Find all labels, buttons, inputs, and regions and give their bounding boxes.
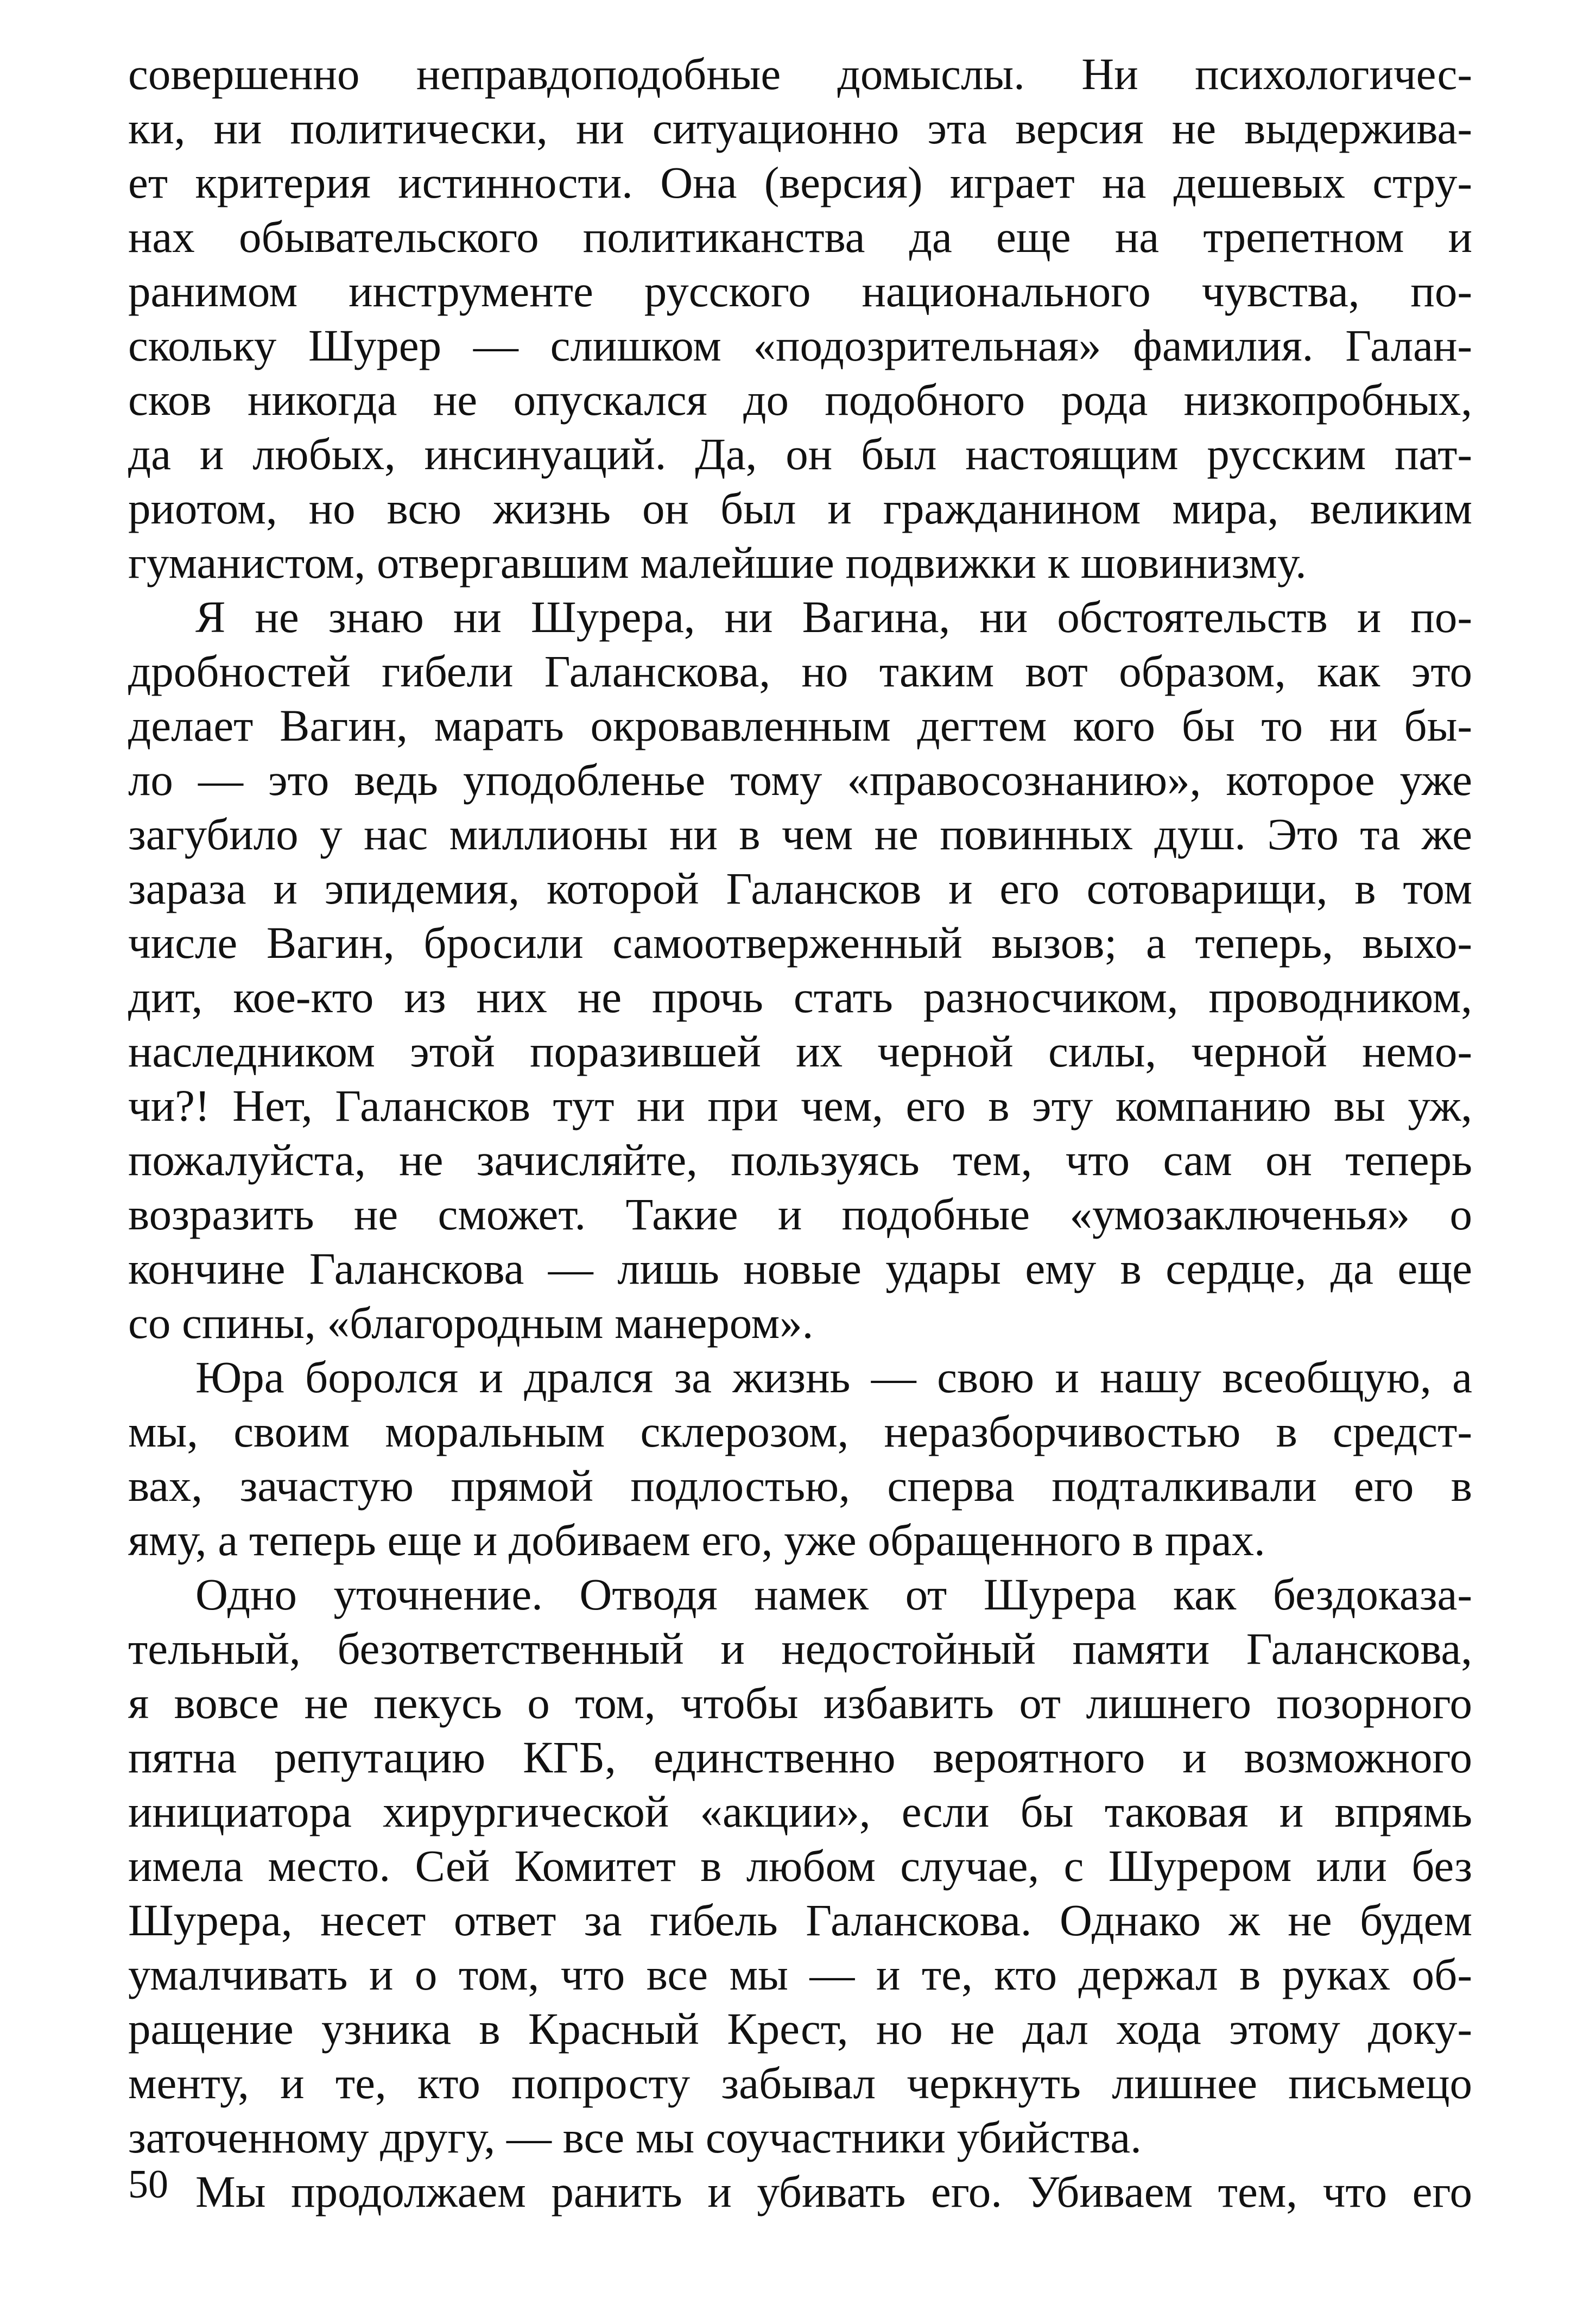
text-line: наследником этой поразившей их черной силы, черной немо- bbox=[128, 1026, 1472, 1076]
text-line: заточенному другу, — все мы соучастники убийства. bbox=[128, 2112, 1142, 2162]
paragraph-first-line: Юра боролся и дрался за жизнь — свою и нашу всеобщую, а bbox=[195, 1352, 1472, 1402]
text-line: я вовсе не пекусь о том, чтобы избавить от лишнего позорного bbox=[128, 1678, 1472, 1728]
text-line: кончине Галанскова — лишь новые удары ему в сердце, да еще bbox=[128, 1243, 1472, 1293]
text-line: числе Вагин, бросили самоотверженный вызов; а теперь, выхо- bbox=[128, 918, 1472, 968]
text-line: со спины, «благородным манером». bbox=[128, 1298, 814, 1348]
body-text bbox=[128, 47, 1472, 2219]
text-line: ранимом инструменте русского национального чувства, по- bbox=[128, 266, 1472, 316]
text-line: скольку Шурер — слишком «подозрительная» фамилия. Галан- bbox=[128, 320, 1472, 370]
text-line: ет критерия истинности. Она (версия) играет на дешевых стру- bbox=[128, 157, 1472, 207]
text-line: ращение узника в Красный Крест, но не дал хода этому доку- bbox=[128, 2004, 1472, 2054]
text-line: ло — это ведь уподобленье тому «правосознанию», которое уже bbox=[128, 755, 1472, 805]
text-line: вах, зачастую прямой подлостью, сперва подталкивали его в bbox=[128, 1461, 1472, 1511]
text-line: загубило у нас миллионы ни в чем не повинных душ. Это та же bbox=[128, 809, 1472, 859]
text-line: зараза и эпидемия, которой Галансков и его сотоварищи, в том bbox=[128, 863, 1472, 913]
text-line: ки, ни политически, ни ситуационно эта версия не выдержива- bbox=[128, 103, 1472, 153]
text-line: имела место. Сей Комитет в любом случае, с Шурером или без bbox=[128, 1841, 1472, 1891]
text-line: чи?! Нет, Галансков тут ни при чем, его в эту компанию вы уж, bbox=[128, 1081, 1472, 1131]
paragraph-first-line: Я не знаю ни Шурера, ни Вагина, ни обстоятельств и по- bbox=[195, 592, 1472, 642]
text-line: менту, и те, кто попросту забывал черкнуть лишнее письмецо bbox=[128, 2058, 1472, 2108]
text-line: тельный, безответственный и недостойный памяти Галанскова, bbox=[128, 1624, 1472, 1674]
text-line: нах обывательского политиканства да еще на трепетном и bbox=[128, 212, 1472, 262]
text-line: возразить не сможет. Такие и подобные «умозаключенья» о bbox=[128, 1189, 1472, 1239]
text-line: да и любых, инсинуаций. Да, он был настоящим русским пат- bbox=[128, 429, 1472, 479]
page-number: 50 bbox=[128, 2162, 168, 2207]
text-line: умалчивать и о том, что все мы — и те, кто держал в руках об- bbox=[128, 1949, 1472, 1999]
paragraph-first-line: Одно уточнение. Отводя намек от Шурера как бездоказа- bbox=[195, 1569, 1472, 1619]
text-line: яму, а теперь еще и добиваем его, уже обращенного в прах. bbox=[128, 1515, 1265, 1565]
text-line: мы, своим моральным склерозом, неразборчивостью в средст- bbox=[128, 1406, 1472, 1456]
text-line: делает Вагин, марать окровавленным дегтем кого бы то ни бы- bbox=[128, 700, 1472, 750]
text-line: Шурера, несет ответ за гибель Галанскова. Однако ж не будем bbox=[128, 1895, 1472, 1945]
text-line: дит, кое-кто из них не прочь стать разносчиком, проводником, bbox=[128, 972, 1472, 1022]
paragraph-first-line: Мы продолжаем ранить и убивать его. Убиваем тем, что его bbox=[195, 2167, 1472, 2217]
text-line: пятна репутацию КГБ, единственно вероятного и возможного bbox=[128, 1732, 1472, 1782]
text-line: пожалуйста, не зачисляйте, пользуясь тем, что сам он теперь bbox=[128, 1135, 1472, 1185]
text-line: инициатора хирургической «акции», если бы таковая и впрямь bbox=[128, 1786, 1472, 1836]
text-line: сков никогда не опускался до подобного рода низкопробных, bbox=[128, 375, 1472, 425]
text-line: дробностей гибели Галанскова, но таким вот образом, как это bbox=[128, 646, 1472, 696]
text-line: риотом, но всю жизнь он был и гражданином мира, великим bbox=[128, 483, 1472, 533]
text-line: совершенно неправдоподобные домыслы. Ни психологичес- bbox=[128, 49, 1472, 99]
text-line: гуманистом, отвергавшим малейшие подвижки к шовинизму. bbox=[128, 538, 1307, 588]
